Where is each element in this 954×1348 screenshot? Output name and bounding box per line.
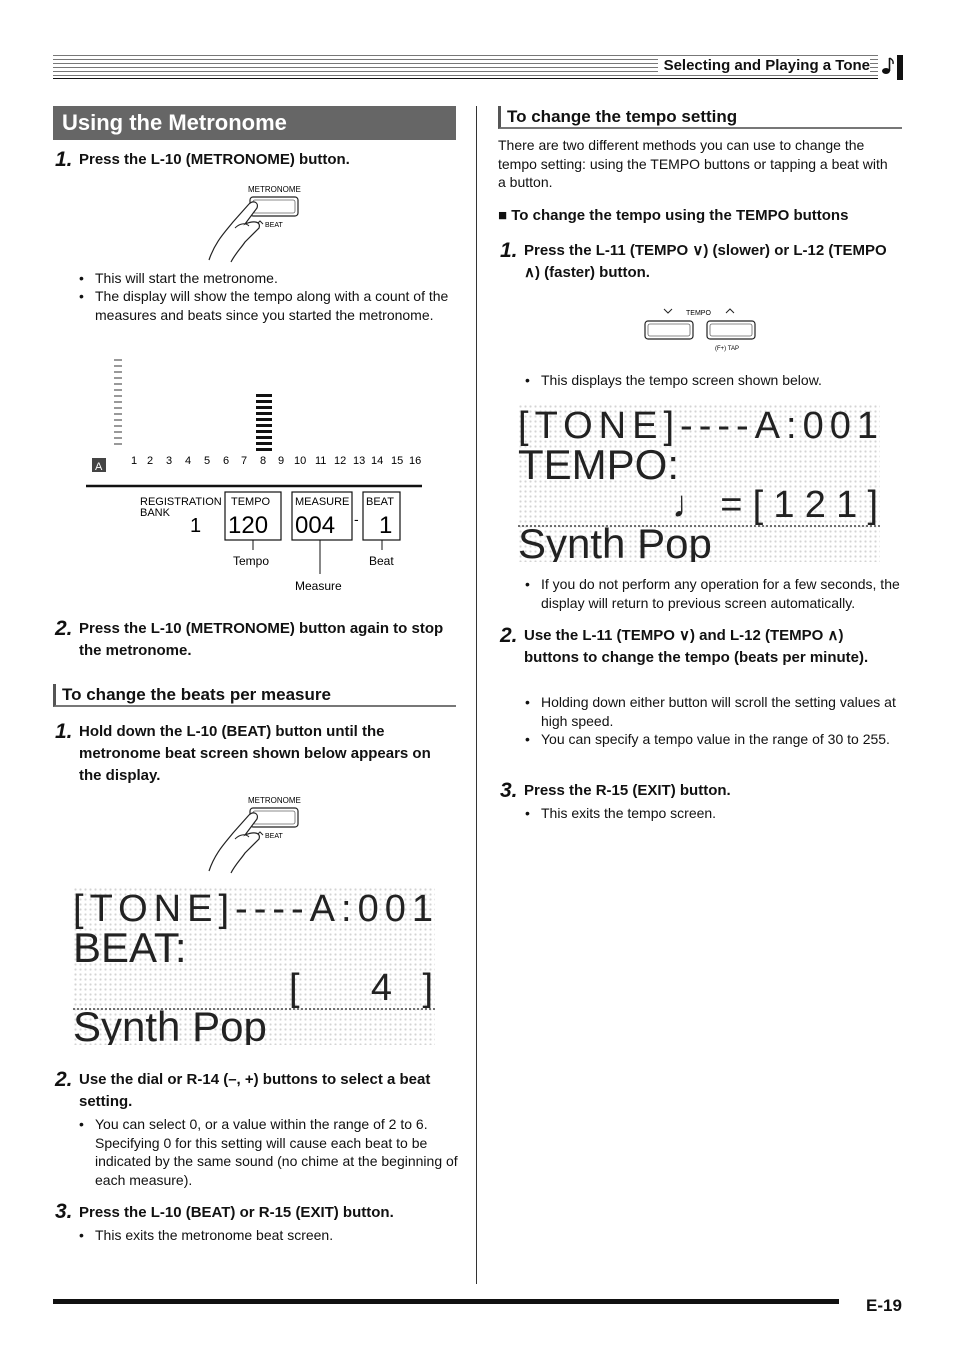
svg-text:12: 12 bbox=[334, 455, 347, 467]
step-number: 2. bbox=[55, 617, 73, 640]
header-end-bar bbox=[897, 55, 903, 80]
reg-value: 1 bbox=[190, 515, 202, 537]
svg-text:[TONE]----A:001: [TONE]----A:001 bbox=[73, 888, 433, 930]
step-number: 3. bbox=[55, 1200, 73, 1223]
bullet-item: • This displays the tempo screen shown below. bbox=[525, 371, 911, 390]
step-number: 1. bbox=[55, 720, 73, 743]
beat-value: 1 bbox=[379, 512, 393, 539]
step-number: 1. bbox=[500, 239, 518, 262]
step-text: Press the L-10 (METRONOME) button. bbox=[79, 151, 350, 168]
callout-measure: Measure bbox=[295, 579, 342, 593]
svg-text:6: 6 bbox=[223, 455, 230, 467]
sub-heading: To change the tempo setting bbox=[498, 106, 902, 129]
footer-rule bbox=[53, 1299, 839, 1304]
svg-text:15: 15 bbox=[391, 455, 404, 467]
step-number: 2. bbox=[55, 1068, 73, 1091]
svg-text:13: 13 bbox=[353, 455, 366, 467]
svg-text:1: 1 bbox=[131, 455, 138, 467]
svg-text:TEMPO:: TEMPO: bbox=[518, 441, 680, 488]
beat-scale bbox=[114, 360, 122, 444]
reg-label: REGISTRATION bbox=[140, 496, 222, 508]
step-text: Use the L-11 (TEMPO ∨) and L-12 (TEMPO ∧) buttons to change the tempo (beats per minute). bbox=[524, 627, 869, 666]
svg-text:14: 14 bbox=[371, 455, 384, 467]
step-number: 2. bbox=[500, 624, 518, 647]
svg-text:[ 4]: [ 4] bbox=[289, 967, 433, 1009]
svg-text:METRONOME: METRONOME bbox=[248, 796, 301, 805]
svg-text:11: 11 bbox=[315, 455, 327, 467]
svg-text:9: 9 bbox=[278, 455, 285, 467]
svg-text:4: 4 bbox=[185, 455, 192, 467]
callout-tempo: Tempo bbox=[233, 554, 270, 568]
metronome-button-illustration bbox=[205, 182, 305, 264]
svg-text:10: 10 bbox=[294, 455, 307, 467]
step-number: 1. bbox=[55, 148, 73, 171]
svg-text:7: 7 bbox=[241, 455, 248, 467]
tempo-buttons-illustration bbox=[642, 305, 760, 355]
intro-text: There are two different methods you can use to change the tempo setting: using the TEMPO buttons or tapping a beat with a button. bbox=[498, 137, 888, 190]
tempo-value: 120 bbox=[228, 512, 269, 539]
metronome-display-illustration bbox=[86, 352, 426, 602]
page-number: E-19 bbox=[866, 1296, 902, 1315]
tempo-label: TEMPO bbox=[231, 496, 271, 508]
beat-level-bar bbox=[256, 394, 272, 451]
step-text: Use the dial or R-14 (–, +) buttons to select a beat setting. bbox=[79, 1071, 431, 1110]
svg-text:Synth Pop: Synth Pop bbox=[518, 520, 712, 562]
music-note-icon bbox=[878, 55, 898, 79]
svg-text:♩=[121]: ♩=[121] bbox=[672, 484, 878, 526]
step-text: Press the L-11 (TEMPO ∨) (slower) or L-12 (TEMPO ∧) (faster) button. bbox=[524, 242, 887, 281]
step-text: Hold down the L-10 (BEAT) button until the metronome beat screen shown below appears on the display. bbox=[79, 723, 431, 784]
section-title: Using the Metronome bbox=[53, 106, 456, 140]
metronome-button-illustration bbox=[205, 793, 305, 875]
mode-letter: A bbox=[95, 461, 103, 473]
step-text: Press the L-10 (BEAT) or R-15 (EXIT) button. bbox=[79, 1204, 394, 1221]
chevron-up-icon bbox=[726, 309, 734, 313]
svg-text:2: 2 bbox=[147, 455, 154, 467]
step-text: Press the R-15 (EXIT) button. bbox=[524, 782, 731, 799]
svg-text:-: - bbox=[354, 511, 359, 527]
measure-label: MEASURE bbox=[295, 496, 350, 508]
lcd-beat-screen bbox=[73, 887, 435, 1045]
svg-text:16: 16 bbox=[409, 455, 422, 467]
bullet-item: • The display will show the tempo along with a count of the measures and beats since you started the metronome. bbox=[79, 287, 467, 324]
bullet-item: • If you do not perform any operation for a few seconds, the display will return to previous screen automatically. bbox=[525, 575, 916, 612]
svg-text:TEMPO: TEMPO bbox=[686, 310, 711, 317]
measure-value: 004 bbox=[295, 512, 336, 539]
bullet-item: • Holding down either button will scroll the setting values at high speed. bbox=[525, 693, 916, 730]
button-label-bottom: BEAT bbox=[265, 222, 283, 229]
sub-heading: To change the beats per measure bbox=[53, 684, 456, 707]
svg-text:3: 3 bbox=[166, 455, 173, 467]
bullet-item: • You can select 0, or a value within the range of 2 to 6. Specifying 0 for this setting will cause each beat to be indicated by the same sound (no chime at the beginning of each measure). bbox=[79, 1115, 471, 1189]
svg-text:BEAT:: BEAT: bbox=[73, 924, 187, 971]
svg-text:8: 8 bbox=[260, 455, 267, 467]
lcd-tempo-screen bbox=[518, 404, 880, 562]
bullet-item: • This will start the metronome. bbox=[79, 269, 465, 288]
svg-text:BANK: BANK bbox=[140, 507, 170, 519]
step-number: 3. bbox=[500, 779, 518, 802]
svg-text:Synth Pop: Synth Pop bbox=[73, 1003, 267, 1045]
step-text: Press the L-10 (METRONOME) button again to stop the metronome. bbox=[79, 620, 444, 659]
callout-beat: Beat bbox=[369, 554, 394, 568]
header-title: Selecting and Playing a Tone bbox=[658, 57, 870, 74]
beat-numbers bbox=[131, 455, 421, 467]
chevron-down-icon bbox=[664, 309, 672, 313]
svg-text:5: 5 bbox=[204, 455, 211, 467]
button-label-top: METRONOME bbox=[248, 185, 301, 194]
method-heading: ■ To change the tempo using the TEMPO buttons bbox=[498, 207, 849, 224]
svg-text:BEAT: BEAT bbox=[265, 833, 283, 840]
bullet-item: • This exits the metronome beat screen. bbox=[79, 1226, 465, 1245]
column-divider bbox=[476, 106, 477, 1284]
bullet-item: • This exits the tempo screen. bbox=[525, 804, 911, 823]
svg-text:(F+) TAP: (F+) TAP bbox=[715, 346, 739, 352]
beat-label: BEAT bbox=[366, 496, 394, 508]
bullet-item: • You can specify a tempo value in the range of 30 to 255. bbox=[525, 730, 901, 749]
svg-text:[TONE]----A:001: [TONE]----A:001 bbox=[518, 405, 878, 447]
